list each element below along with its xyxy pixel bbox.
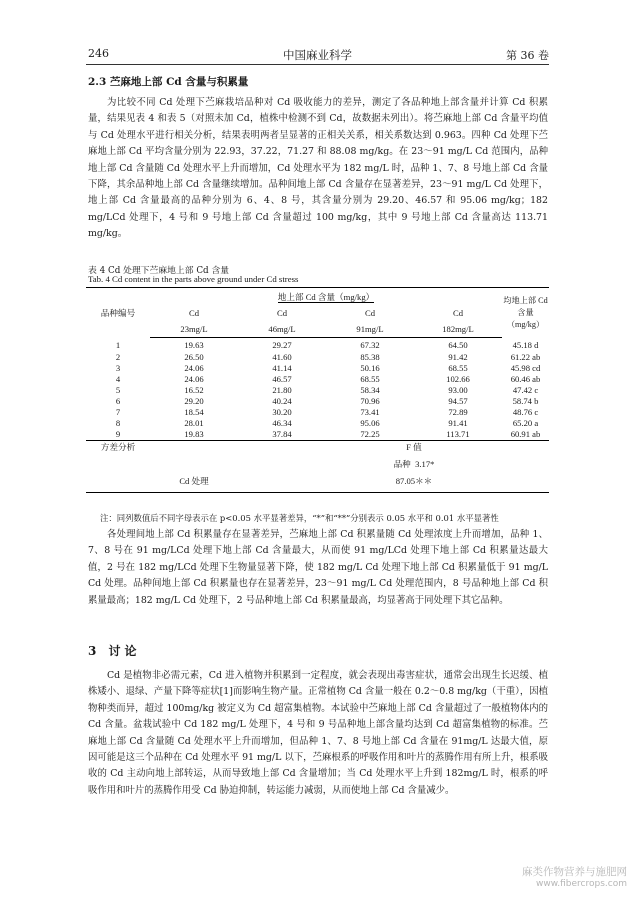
volume-label: 第 36 卷 — [506, 49, 549, 62]
cd-value-cell: 18.54 — [184, 407, 204, 417]
cd-value-cell: 16.52 — [184, 385, 204, 395]
cd-value-cell: 21.80 — [272, 385, 292, 395]
variety-id-cell: 8 — [115, 418, 121, 428]
cd-value-cell: 50.16 — [360, 363, 380, 373]
post-table-paragraph: 各处理间地上部 Cd 积累量存在显著差异，苎麻地上部 Cd 积累量随 Cd 处理浓度上升而增加，品种 1、7、8 号在 91 mg/LCd 处理下地上部 Cd 含量最大，从而使 91 mg/LCd 处理下地上部 Cd 积累量达最大值，2 号在 182 mg/LCd 处理下生物量显著下降，使 182 mg/L Cd 处理下地上部 Cd 积累量低于 91 mg/L Cd 处理。品种间地上部 Cd 积累量也存在显著差异，23～91 mg/L Cd 处理范围内，8 号品种地上部 Cd 积累量最高；182 mg/L Cd 处理下，2 号品种地上部 Cd 积累量最高，均显著高于同处理下其它品种。 — [88, 529, 548, 606]
cd-value-cell: 24.06 — [184, 363, 204, 373]
cd-value-cell: 37.84 — [238, 429, 326, 441]
watermark-title: 麻类作物营养与施肥网 — [522, 866, 627, 878]
treatment-dose: 91mg/L — [326, 321, 414, 338]
col-header-mean: 均地上部 Cd 含量（mg/kg） — [502, 288, 549, 338]
watermark-url: www.fibercrops.com — [536, 879, 627, 889]
cd-value-cell: 28.01 — [184, 418, 204, 428]
mean-value-cell: 61.22 ab — [510, 352, 541, 362]
post-table-body — [88, 527, 548, 609]
anova-label: 方差分析 — [100, 441, 136, 452]
col-header-group: 地上部 Cd 含量（mg/kg） — [150, 288, 502, 306]
cd-value-cell: 19.83 — [150, 429, 238, 441]
variety-id-cell: 9 — [86, 429, 150, 441]
mean-value-cell: 45.18 d — [512, 339, 539, 350]
cd-value-cell: 40.24 — [272, 396, 292, 406]
cd-value-cell: 95.06 — [360, 418, 380, 428]
treatment-name: Cd — [452, 308, 464, 318]
variety-id-cell: 1 — [115, 339, 121, 350]
mean-value-cell: 60.91 ab — [502, 429, 549, 441]
section-2-3-paragraph: 为比较不同 Cd 处理下苎麻栽培品种对 Cd 吸收能力的差异，测定了各品种地上部含量并计算 Cd 积累量，结果见表 4 和表 5（对照未加 Cd，植株中检测不到 Cd，故数据未列出）。将苎麻地上部 Cd 含量平均值与 Cd 处理水平进行相关分析，结果表明两者呈显著的正相关关系，相关系数达到 0.963。四种 Cd 处理下苎麻地上部 Cd 平均含量分别为 22.93，37.22，71.27 和 88.08 mg/kg。在 23～91 mg/L Cd 范围内，品种地上部 Cd 含量随 Cd 处理水平上升而增加，Cd 处理水平为 182 mg/L 时，品种 1、7、8 号地上部 Cd 含量下降，其余品种地上部 Cd 含量继续增加。品种间地上部 Cd 含量存在显著差异，23～91 mg/L Cd 处理下，地上部 Cd 含量最高的品种分别为 6、4、8 号，其含量分别为 29.20、46.57 和 95.06 mg/kg；182 mg/LCd 处理下，4 号和 9 号地上部 Cd 含量超过 100 mg/kg，其中 9 号地上部 Cd 含量高达 113.71 mg/kg。 — [88, 97, 548, 240]
treatment-dose: 46mg/L — [238, 321, 326, 338]
treatment-name: Cd — [364, 308, 376, 318]
table-row — [86, 374, 549, 385]
cd-value-cell: 93.00 — [448, 385, 468, 395]
table-caption-cn: 表 4 Cd 处理下苎麻地上部 Cd 含量 — [88, 266, 230, 276]
cd-value-cell: 94.57 — [448, 396, 468, 406]
cd-value-cell: 70.96 — [360, 396, 380, 406]
cd-value-cell: 46.34 — [272, 418, 292, 428]
cd-value-cell: 29.20 — [184, 396, 204, 406]
cd-value-cell: 68.55 — [360, 374, 380, 384]
table-caption-en: Tab. 4 Cd content in the parts above ground under Cd stress — [88, 274, 299, 284]
anova-header-row — [86, 440, 549, 458]
anova-treatment-f: 87.05＊＊ — [326, 475, 502, 493]
f-value-label: F 值 — [406, 441, 422, 452]
cd-value-cell: 30.20 — [272, 407, 292, 417]
anova-row-treatment — [86, 475, 549, 493]
cd-value-cell: 19.63 — [184, 339, 204, 350]
cd-value-cell: 64.50 — [448, 339, 468, 350]
treatment-name-row — [86, 305, 549, 321]
treatment-dose: 182mg/L — [414, 321, 502, 338]
cd-value-cell: 91.41 — [448, 418, 468, 428]
cd-value-cell: 41.60 — [272, 352, 292, 362]
variety-id-cell: 4 — [115, 374, 121, 384]
section-2-3-body — [88, 95, 548, 243]
variety-id-cell: 6 — [115, 396, 121, 406]
treatment-name: Cd — [188, 308, 200, 318]
treatment-dose-row — [86, 321, 549, 338]
table-body — [86, 338, 549, 441]
table-row — [86, 407, 549, 418]
anova-treatment-label: Cd 处理 — [150, 475, 238, 493]
variety-id-cell: 7 — [115, 407, 121, 417]
table-row — [86, 429, 549, 441]
mean-value-cell: 45.98 cd — [510, 363, 541, 373]
mean-value-cell: 60.46 ab — [510, 374, 541, 384]
table-row — [86, 385, 549, 396]
cd-value-cell: 46.57 — [272, 374, 292, 384]
cd-value-cell: 68.55 — [448, 363, 468, 373]
table-row — [86, 418, 549, 429]
cd-value-cell: 67.32 — [360, 339, 380, 350]
variety-id-cell: 5 — [115, 385, 121, 395]
cd-value-cell: 85.38 — [360, 352, 380, 362]
anova-row-variety — [86, 458, 549, 475]
treatment-dose: 23mg/L — [150, 321, 238, 338]
header-rule — [86, 64, 549, 65]
cd-value-cell: 29.27 — [272, 339, 292, 350]
cd-value-cell: 24.06 — [184, 374, 204, 384]
mean-value-cell: 47.42 c — [512, 385, 539, 395]
table-note: 注：同列数值后不同字母表示在 p<0.05 水平显著差异，“*”和“**”分别表示 0.05 水平和 0.01 水平显著性 — [100, 513, 499, 523]
table-row — [86, 363, 549, 374]
cd-value-cell: 26.50 — [184, 352, 204, 362]
cd-content-table — [86, 287, 549, 493]
section-3-body — [88, 668, 548, 799]
cd-value-cell: 91.42 — [448, 352, 468, 362]
col-header-variety: 品种编号 — [86, 288, 150, 338]
section-3-title: 3 讨论 — [88, 644, 141, 658]
cd-value-cell: 72.25 — [326, 429, 414, 441]
cd-value-cell: 113.71 — [414, 429, 502, 441]
journal-title: 中国麻业科学 — [283, 48, 352, 62]
treatment-name: Cd — [276, 308, 288, 318]
table-row — [86, 338, 549, 352]
page-number: 246 — [88, 47, 109, 60]
section-3-paragraph: Cd 是植物非必需元素，Cd 进入植物并积累到一定程度，就会表现出毒害症状，通常会出现生长迟缓、植株矮小、退绿、产量下降等症状[1]而影响生物产量。正常植物 Cd 含量一般在 0.2～0.8 mg/kg（干重），因植物种类而异，超过 100mg/kg 被定义为 Cd 超富集植物。本试验中苎麻地上部 Cd 含量超过了一般植物体内的 Cd 含量。盆栽试验中 Cd 182 mg/L 处理下，4 号和 9 号品种地上部含量均达到 Cd 超富集植物的标准。苎麻地上部 Cd 含量随 Cd 处理水平上升而增加，但品种 1、7、8 号地上部 Cd 含量在 91mg/L 达最大值，原因可能是这三个品种在 Cd 处理水平 91 mg/L 以下，苎麻根系的呼吸作用和叶片的蒸腾作用有所上升，根系吸收的 Cd 主动向地上部转运，从而导致地上部 Cd 含量增加；当 Cd 处理水平上升到 182mg/L 时，根系的呼吸作用和叶片的蒸腾作用受 Cd 胁迫抑制，转运能力减弱，从而使地上部 Cd 含量减少。 — [88, 670, 548, 796]
variety-id-cell: 2 — [115, 352, 121, 362]
cd-value-cell: 58.34 — [360, 385, 380, 395]
cd-value-cell: 102.66 — [446, 374, 470, 384]
table-row — [86, 396, 549, 407]
mean-value-cell: 58.74 b — [512, 396, 539, 406]
table-row — [86, 352, 549, 363]
cd-value-cell: 72.89 — [448, 407, 468, 417]
mean-value-cell: 48.76 c — [512, 407, 539, 417]
section-2-3-title: 2.3 苎麻地上部 Cd 含量与积累量 — [88, 76, 249, 88]
cd-value-cell: 41.14 — [272, 363, 292, 373]
mean-value-cell: 65.20 a — [512, 418, 539, 428]
variety-id-cell: 3 — [115, 363, 121, 373]
cd-value-cell: 73.41 — [360, 407, 380, 417]
anova-variety: 品种 3.17* — [393, 458, 435, 469]
